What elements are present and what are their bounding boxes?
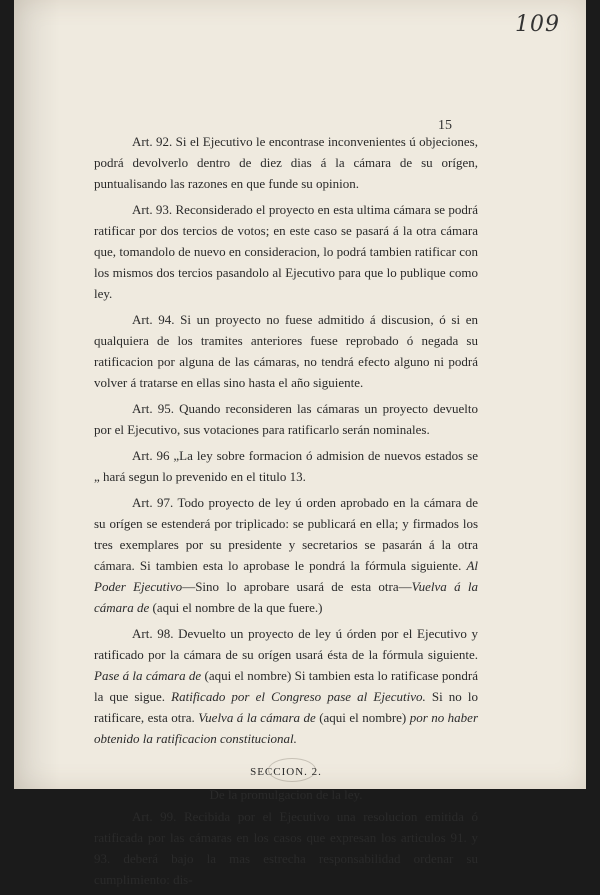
article-paragraph — [94, 623, 478, 749]
article-text: Art. 92. Si el Ejecutivo le encontrase inconvenientes ú objeciones, podrá devolverlo dentro de diez dias á la cámara de su orígen, puntualisando las razones en que funde su opinion. — [94, 134, 478, 191]
article-text: Art. 97. Todo proyecto de ley ú orden aprobado en la cámara de su orígen se estenderá por triplicado: se publicará en ella; y firmados los tres exemplares por su presidente y secretarios se pasarán á la otra cámara. Si tambien esta lo aprobase le pondrá la fórmula siguiente. — [94, 495, 478, 573]
page-fold-shadow — [14, 0, 60, 789]
article-paragraph — [94, 398, 478, 440]
article-text: (aqui el nombre) Si tambien esta lo ratificase pondrá la que sigue. — [94, 668, 478, 704]
document-page — [14, 0, 586, 887]
article-paragraph — [94, 445, 478, 487]
article-paragraph — [94, 309, 478, 393]
article-text: (aqui el nombre de la que fuere.) — [149, 600, 323, 615]
article-text: Si no lo ratificare, esta otra. — [94, 689, 478, 725]
article-text: —Sino lo aprobare usará de esta otra— — [182, 579, 412, 594]
article-paragraph — [94, 199, 478, 304]
italic-formula-text: Vuelva á la cámara de — [94, 579, 479, 615]
article-text: Art. 96 „La ley sobre formacion ó admision de nuevos estados se „ hará segun lo prevenido en el titulo 13. — [94, 448, 478, 484]
italic-formula-text: Ratificado por el Congreso pase al Ejecutivo. — [171, 689, 426, 704]
article-paragraph — [94, 806, 478, 890]
article-text: Art. 99. Recibida por el Ejecutivo una resolucion emitida ó ratificada por las cámaras en los casos que expresan los articulos 91. y 93. deberá bajo la mas estrecha responsabilidad ordenar su cumplimiento: dis- — [94, 809, 478, 887]
italic-formula-text: por no haber obtenido la ratificacion constitucional. — [94, 710, 479, 746]
italic-formula-text: Vuelva á la cámara de — [198, 710, 316, 725]
page-number: 15 — [438, 118, 452, 133]
section-heading: SECCION. 2. — [250, 766, 322, 778]
article-text: Art. 98. Devuelto un proyecto de ley ú órden por el Ejecutivo y ratificado por la cámara de su orígen usará ésta de la fórmula siguiente. — [94, 626, 478, 662]
article-text: Art. 95. Quando reconsideren las cámaras un proyecto devuelto por el Ejecutivo, sus votaciones para ratificarlo serán nominales. — [94, 401, 478, 437]
final-article — [94, 806, 478, 890]
article-text: Art. 93. Reconsiderado el proyecto en esta ultima cámara se podrá ratificar por dos tercios de votos; en este caso se pasará á la otra cámara que, tomandolo de nuevo en consideracion, lo podrá tambien ratificar con los mismos dos tercios pasandolo al Ejecutivo para que lo publique como ley. — [94, 202, 478, 301]
italic-formula-text: Pase á la cámara de — [94, 668, 202, 683]
handwritten-folio-number: 109 — [515, 12, 560, 37]
italic-formula-text: Al Poder Ejecutivo — [94, 558, 478, 594]
article-text: Art. 94. Si un proyecto no fuese admitido á discusion, ó si en qualquiera de los tramites anteriores fuese reprobado ó negada su ratificacion por alguna de las cámaras, no tendrá efecto alguno ni podrá volver á tratarse en ellas sino hasta el año siguiente. — [94, 312, 478, 390]
article-list — [94, 131, 478, 749]
library-stamp-mark — [268, 758, 316, 782]
article-paragraph — [94, 131, 478, 194]
article-paragraph — [94, 492, 478, 618]
article-text: (aqui el nombre) — [315, 710, 410, 725]
section-title: De la promulgacion de la ley. — [209, 787, 363, 802]
